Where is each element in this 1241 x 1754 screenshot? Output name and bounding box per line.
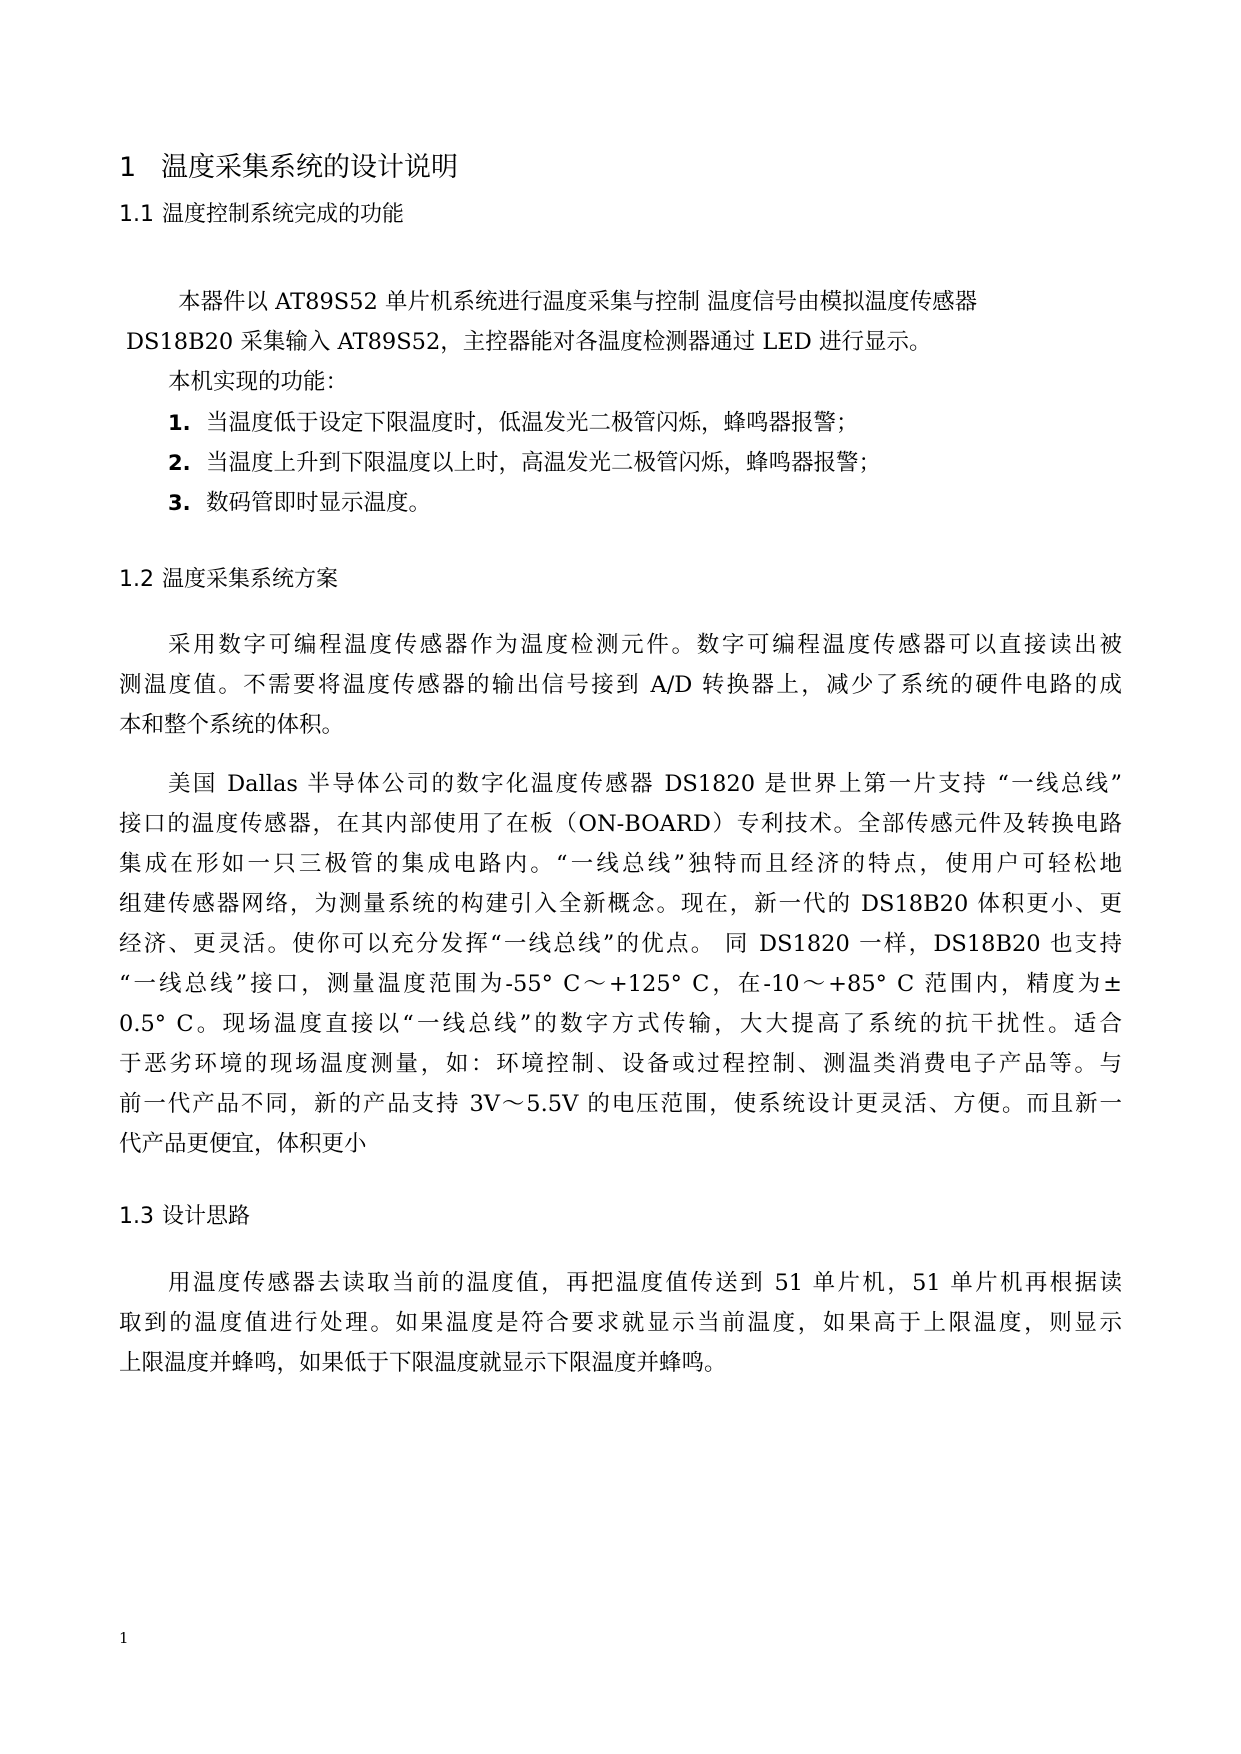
- list-item-text: 数码管即时显示温度。: [206, 490, 432, 516]
- list-item-number: 3.: [168, 491, 191, 515]
- list-item-number: 2.: [168, 451, 191, 475]
- paragraph-line: 前一代产品不同，新的产品支持 3V～5.5V 的电压范围，使系统设计更灵活、方便。而且新一: [119, 1091, 1122, 1117]
- section-title: 温度采集系统方案: [162, 567, 339, 592]
- paragraph-line: DS18B20 采集输入 AT89S52，主控器能对各温度检测器通过 LED 进行显示。: [126, 329, 932, 355]
- paragraph-line: 于恶劣环境的现场温度测量，如：环境控制、设备或过程控制、测温类消费电子产品等。与: [119, 1051, 1122, 1077]
- paragraph-line: 集成在形如一只三极管的集成电路内。“一线总线”独特而且经济的特点，使用户可轻松地: [119, 851, 1122, 877]
- paragraph-line: 测温度值。不需要将温度传感器的输出信号接到 A/D 转换器上，减少了系统的硬件电路的成: [119, 672, 1122, 698]
- section-number: 1.1: [119, 202, 154, 227]
- chapter-title: 温度采集系统的设计说明: [161, 152, 458, 183]
- paragraph-line: 组建传感器网络，为测量系统的构建引入全新概念。现在，新一代的 DS18B20 体积更小、更: [119, 891, 1122, 917]
- section-title: 设计思路: [162, 1204, 251, 1229]
- paragraph-line: 代产品更便宜，体积更小: [119, 1131, 367, 1157]
- paragraph-line: 采用数字可编程温度传感器作为温度检测元件。数字可编程温度传感器可以直接读出被: [168, 632, 1122, 658]
- chapter-number: 1: [119, 152, 137, 183]
- list-item-text: 当温度低于设定下限温度时，低温发光二极管闪烁，蜂鸣器报警；: [206, 410, 859, 436]
- paragraph-line: 美国 Dallas 半导体公司的数字化温度传感器 DS1820 是世界上第一片支持 “一线总线”: [168, 771, 1122, 797]
- section-heading-1-3: [119, 1201, 250, 1233]
- list-item: [168, 488, 431, 518]
- section-number: 1.2: [119, 567, 154, 592]
- list-item-number: 1.: [168, 411, 191, 435]
- list-item: [168, 408, 859, 438]
- list-item-text: 当温度上升到下限温度以上时，高温发光二极管闪烁，蜂鸣器报警；: [206, 450, 882, 476]
- page-number: 1: [119, 1629, 129, 1647]
- paragraph-line: 上限温度并蜂鸣，如果低于下限温度就显示下限温度并蜂鸣。: [119, 1350, 727, 1376]
- section-heading-1-1: [119, 199, 404, 231]
- paragraph-line: 本器件以 AT89S52 单片机系统进行温度采集与控制 温度信号由模拟温度传感器: [178, 289, 978, 315]
- section-heading-1-2: [119, 564, 338, 596]
- list-item: [168, 448, 881, 478]
- section-number: 1.3: [119, 1204, 154, 1229]
- functions-label: 本机实现的功能：: [168, 369, 349, 395]
- paragraph-line: 0.5° C。现场温度直接以“一线总线”的数字方式传输，大大提高了系统的抗干扰性。适合: [119, 1011, 1122, 1037]
- paragraph-line: 接口的温度传感器，在其内部使用了在板（ON-BOARD）专利技术。全部传感元件及转换电路: [119, 811, 1122, 837]
- paragraph-line: 本和整个系统的体积。: [119, 712, 345, 738]
- chapter-heading: [119, 150, 458, 186]
- paragraph-line: “一线总线”接口，测量温度范围为-55° C～+125° C，在-10～+85° C 范围内，精度为±: [119, 971, 1122, 997]
- paragraph-line: 经济、更灵活。使你可以充分发挥“一线总线”的优点。 同 DS1820 一样，DS18B20 也支持: [119, 931, 1122, 957]
- paragraph-line: 用温度传感器去读取当前的温度值，再把温度值传送到 51 单片机，51 单片机再根据读: [168, 1270, 1122, 1296]
- section-title: 温度控制系统完成的功能: [162, 202, 405, 227]
- paragraph-line: 取到的温度值进行处理。如果温度是符合要求就显示当前温度，如果高于上限温度，则显示: [119, 1310, 1122, 1336]
